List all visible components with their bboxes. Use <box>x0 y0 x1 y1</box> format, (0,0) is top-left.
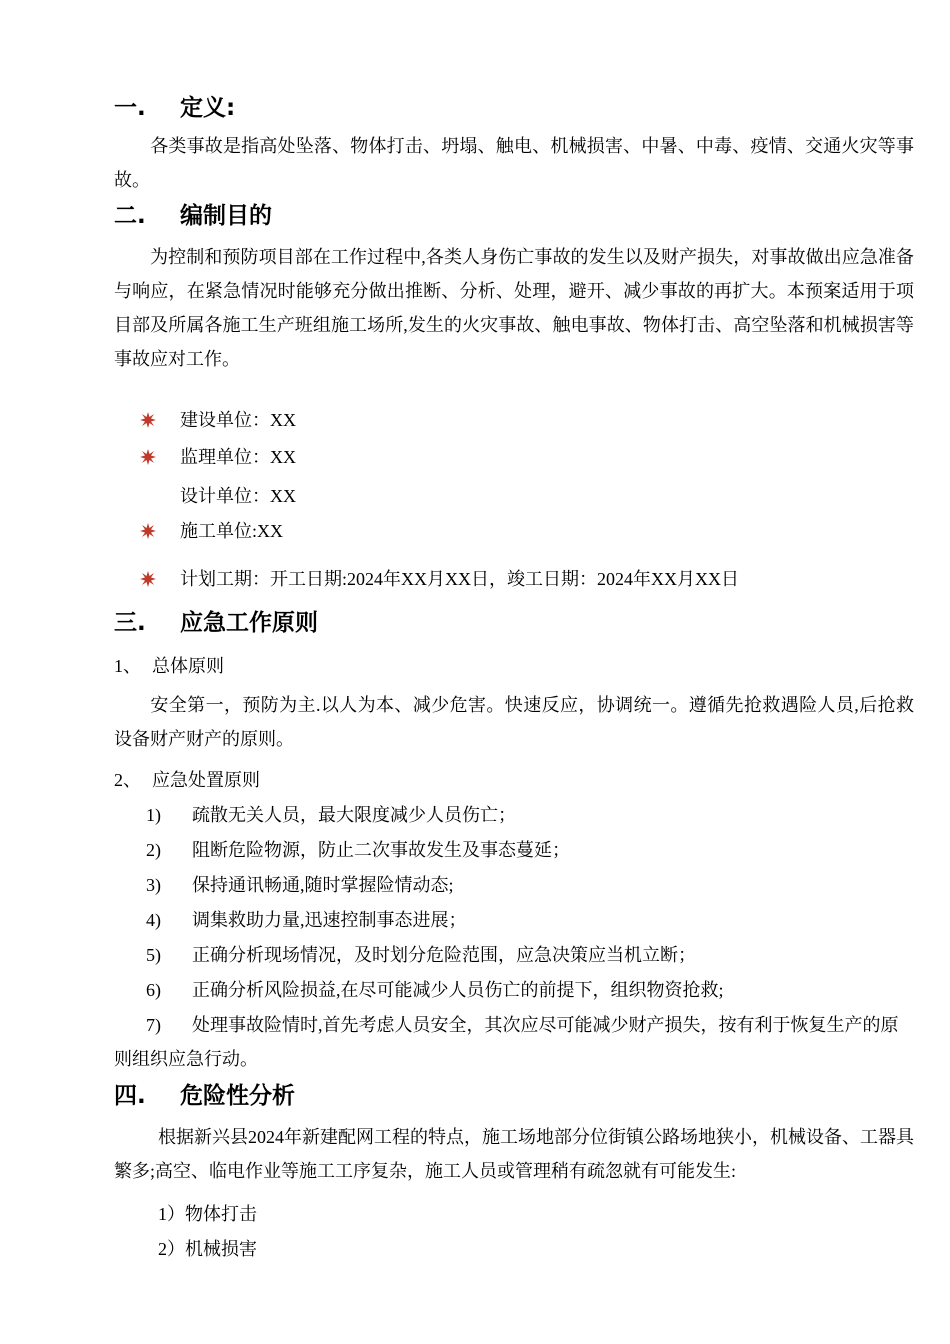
list-item <box>146 837 570 863</box>
risk-item: 1）物体打击 <box>158 1204 257 1224</box>
list-item <box>146 802 516 828</box>
section-title: 应急工作原则 <box>180 610 318 636</box>
list-item-text: 保持通讯畅通,随时掌握险情动态; <box>192 875 454 895</box>
section-title: 定义: <box>180 95 236 121</box>
bullet-item <box>140 483 296 509</box>
burst-bullet-icon <box>140 571 156 587</box>
list-item-text: 正确分析风险损益,在尽可能减少人员伤亡的前提下，组织物资抢救; <box>192 980 724 1000</box>
paragraph <box>114 688 914 756</box>
risk-item: 2）机械损害 <box>158 1239 257 1259</box>
section-heading <box>114 608 318 638</box>
section-heading <box>114 201 272 231</box>
list-item-number: 1) <box>146 805 161 825</box>
subsection-heading <box>114 767 260 793</box>
bullet-text: 监理单位：XX <box>180 447 296 467</box>
paragraph <box>114 240 914 376</box>
paragraph-text: 为控制和预防项目部在工作过程中,各类人身伤亡事故的发生以及财产损失，对事故做出应急准备与响应，在紧急情况时能够充分做出推断、分析、处理，避开、减少事故的再扩大。本预案适用于项目部及所属各施工生产班组施工场所,发生的火灾事故、触电事故、物体打击、高空坠落和机械损害等事故应对工作。 <box>114 247 914 369</box>
section-number: 四. <box>114 1083 146 1109</box>
list-item-number: 4) <box>146 910 161 930</box>
bullet-text: 建设单位：XX <box>180 410 296 430</box>
subsection-number: 1、 <box>114 656 141 676</box>
subsection-label: 总体原则 <box>152 656 224 676</box>
bullet-item <box>140 518 283 544</box>
list-item-text: 阻断危险物源，防止二次事故发生及事态蔓延； <box>192 840 570 860</box>
section-heading <box>114 93 235 123</box>
section-number: 二. <box>114 203 146 229</box>
list-item-number: 7) <box>146 1015 161 1035</box>
list-item <box>146 942 696 968</box>
paragraph-text: 各类事故是指高处坠落、物体打击、坍塌、触电、机械损害、中暑、中毒、疫情、交通火灾等事故。 <box>114 136 914 190</box>
paragraph-text: 安全第一，预防为主.以人为本、减少危害。快速反应，协调统一。遵循先抢救遇险人员,后抢救设备财产财产的原则。 <box>114 695 914 749</box>
bullet-item <box>140 407 296 433</box>
list-item <box>114 1008 914 1076</box>
list-item-number: 6) <box>146 980 161 1000</box>
subsection-label: 应急处置原则 <box>152 770 260 790</box>
bullet-text: 设计单位：XX <box>180 486 296 506</box>
list-item-text: 正确分析现场情况，及时划分危险范围，应急决策应当机立断； <box>192 945 696 965</box>
list-item-text: 调集救助力量,迅速控制事态进展； <box>192 910 467 930</box>
subsection-heading <box>114 653 224 679</box>
section-title: 编制目的 <box>180 203 272 229</box>
burst-bullet-icon <box>140 449 156 465</box>
list-item-number: 2) <box>146 840 161 860</box>
list-item <box>146 977 724 1003</box>
list-item-number: 5) <box>146 945 161 965</box>
paragraph-text: 根据新兴县2024年新建配网工程的特点，施工场地部分位街镇公路场地狭小，机械设备、工器具繁多;高空、临电作业等施工工序复杂，施工人员或管理稍有疏忽就有可能发生: <box>114 1127 914 1181</box>
section-heading <box>114 1081 295 1111</box>
burst-bullet-icon <box>140 523 156 539</box>
paragraph <box>114 1120 914 1188</box>
subsection-number: 2、 <box>114 770 141 790</box>
list-item <box>146 872 454 898</box>
section-number: 三. <box>114 610 146 636</box>
list-item-text: 疏散无关人员，最大限度减少人员伤亡； <box>192 805 516 825</box>
list-item-number: 3) <box>146 875 161 895</box>
list-item-text: 处理事故险情时,首先考虑人员安全，其次应尽可能减少财产损失，按有利于恢复生产的原则组织应急行动。 <box>114 1015 899 1069</box>
bullet-item <box>140 444 296 470</box>
bullet-text: 施工单位:XX <box>180 521 283 541</box>
bullet-item <box>140 566 739 592</box>
paragraph <box>114 129 914 197</box>
section-number: 一. <box>114 95 146 121</box>
bullet-text: 计划工期：开工日期:2024年XX月XX日，竣工日期：2024年XX月XX日 <box>180 569 739 589</box>
list-item <box>146 907 467 933</box>
section-title: 危险性分析 <box>180 1083 295 1109</box>
burst-bullet-icon <box>140 412 156 428</box>
